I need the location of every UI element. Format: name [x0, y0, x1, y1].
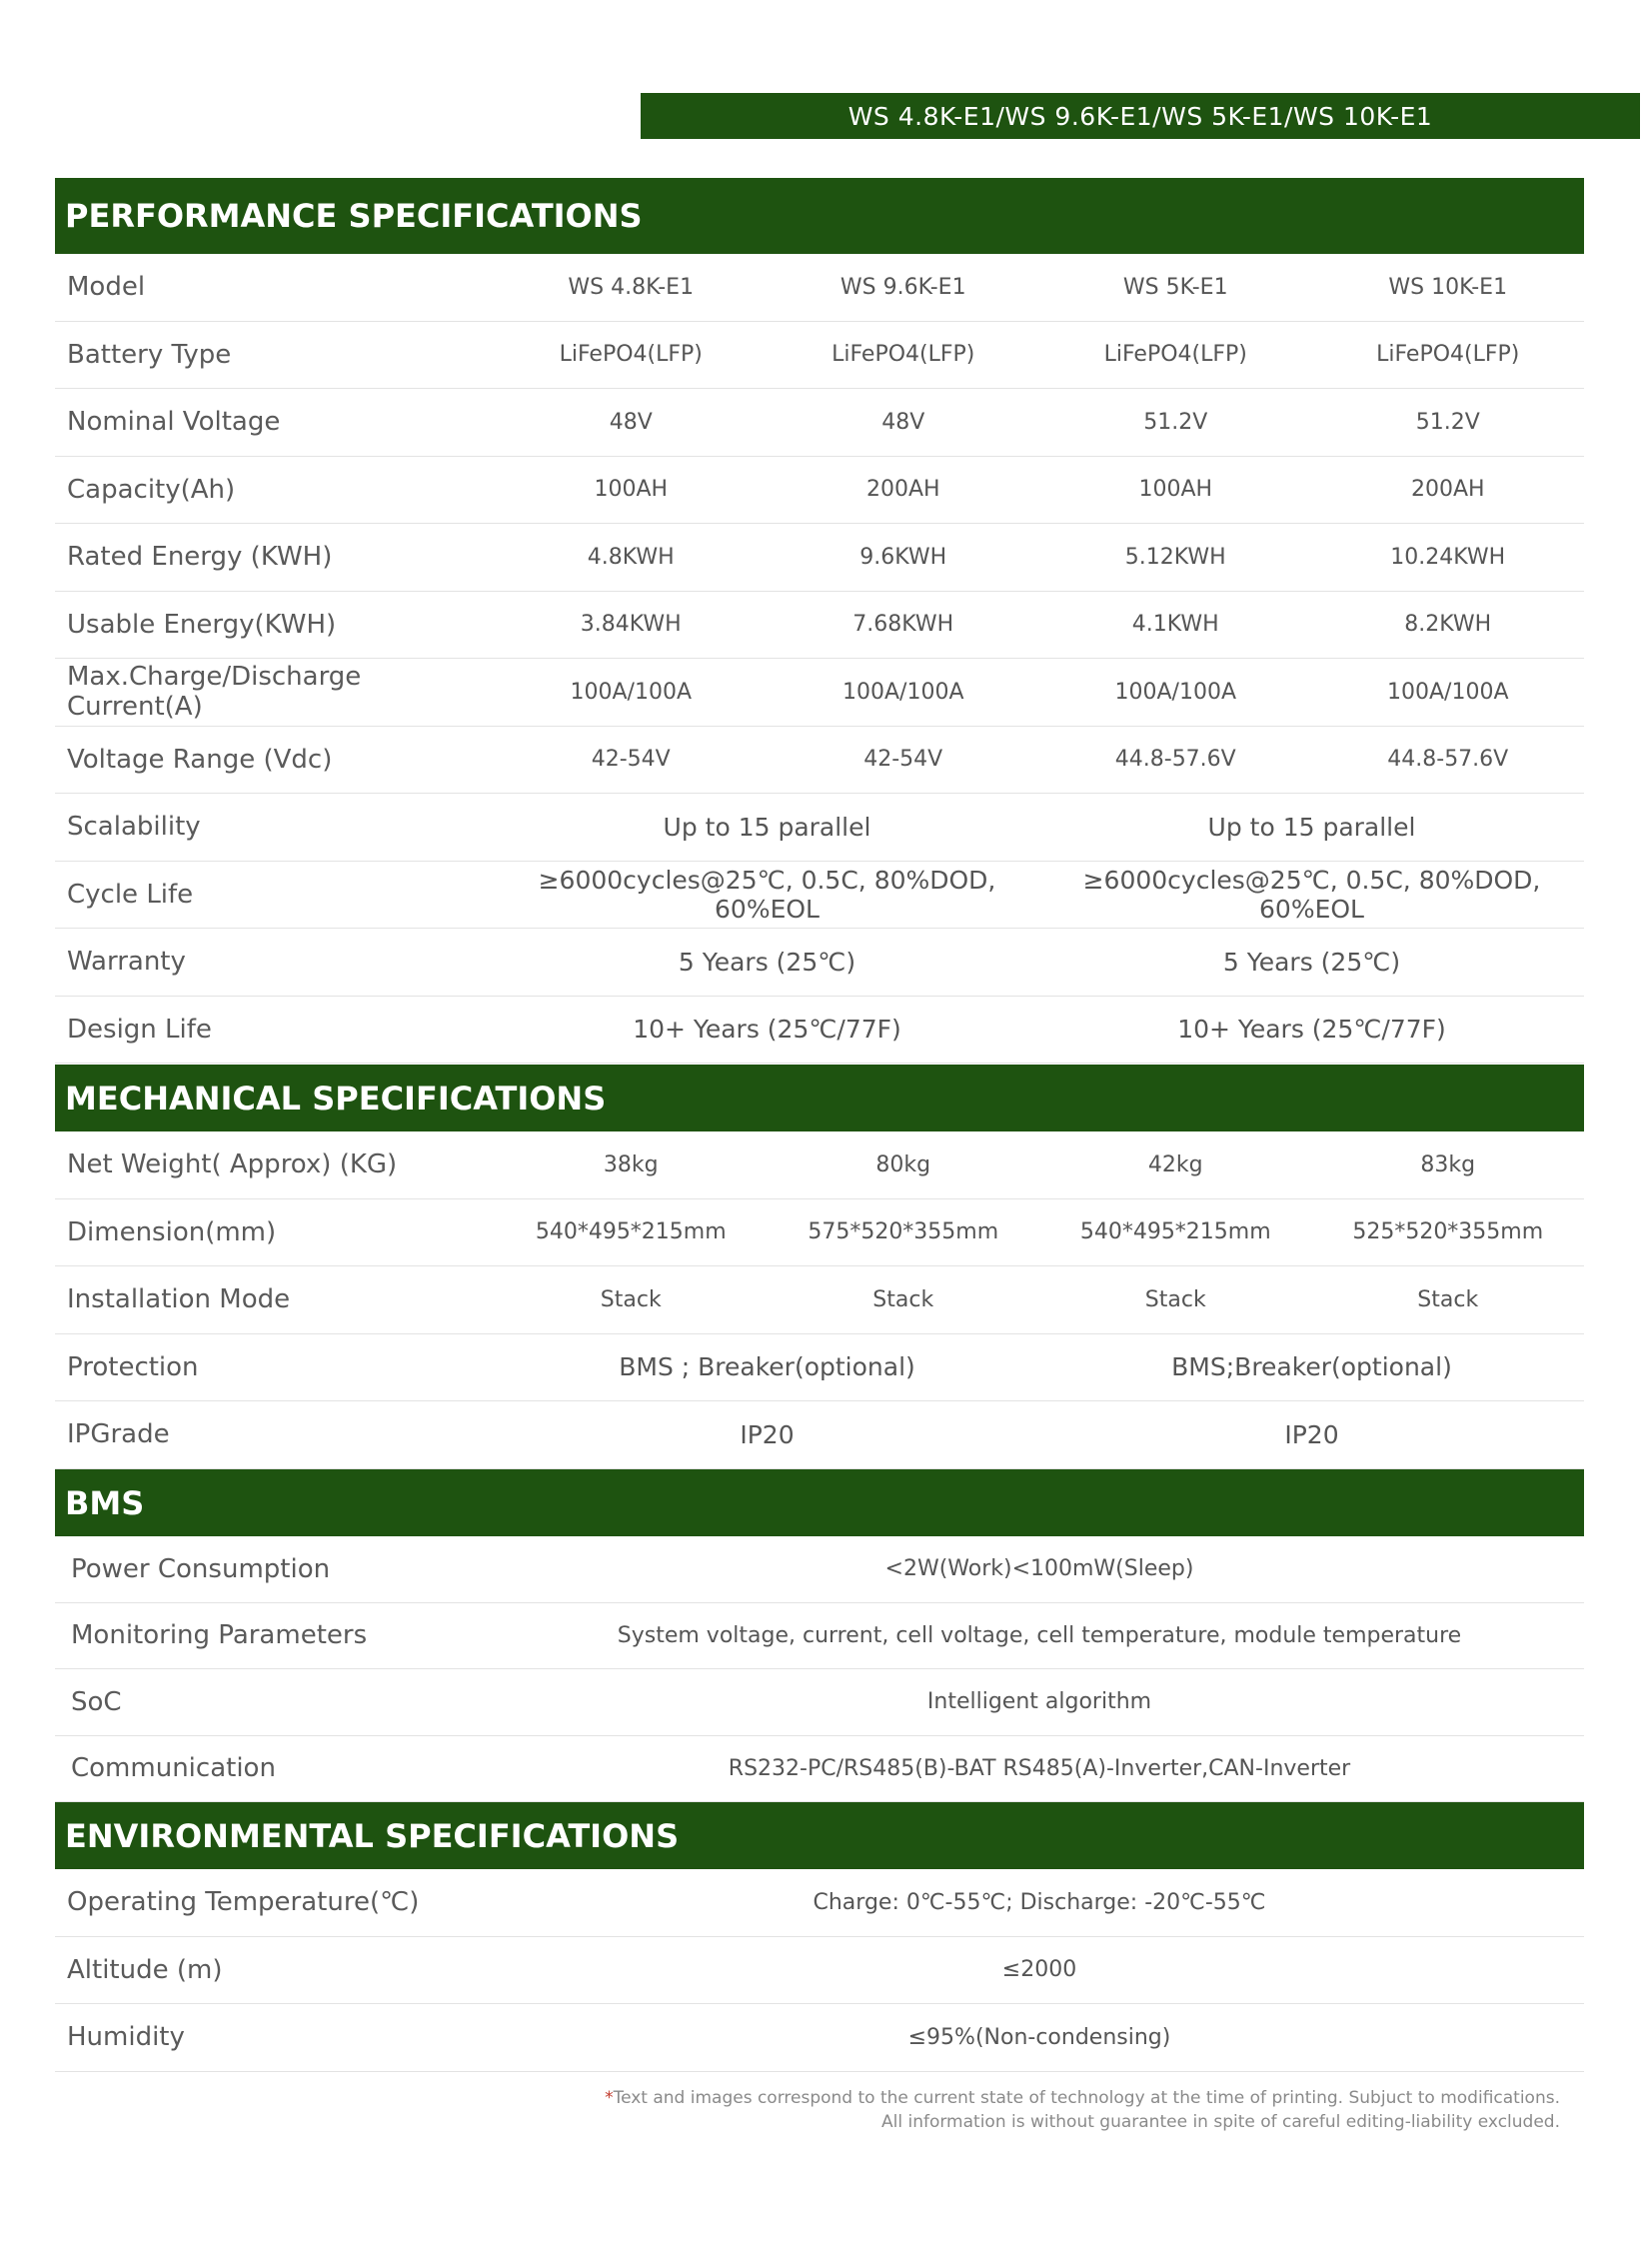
table-row: [55, 254, 1584, 322]
row-value: 10.24KWH: [1390, 544, 1506, 570]
footnote-line-1: Text and images correspond to the current state of technology at the time of printing. Subjuct to modifications.: [613, 2088, 1560, 2108]
table-row: [55, 389, 1584, 457]
row-value: 8.2KWH: [1404, 612, 1492, 638]
row-value: 3.84KWH: [580, 612, 682, 638]
row-value: 575*520*355mm: [808, 1219, 999, 1245]
table-row: [55, 997, 1584, 1065]
row-value: LiFePO4(LFP): [831, 342, 975, 368]
row-label: Altitude (m): [67, 1954, 223, 1985]
row-label: Humidity: [67, 2022, 185, 2053]
row-value: 9.6KWH: [859, 544, 947, 570]
row-value: Charge: 0℃-55℃; Discharge: -20℃-55℃: [813, 1889, 1266, 1915]
table-row: [55, 1937, 1584, 2005]
table-row: [55, 1131, 1584, 1199]
table-row: [55, 1536, 1584, 1603]
table-row: [55, 1401, 1584, 1469]
row-value: 100AH: [1138, 477, 1213, 503]
row-label: Warranty: [67, 947, 186, 978]
row-label: Design Life: [67, 1014, 212, 1045]
row-value: 100A/100A: [1114, 679, 1236, 705]
row-value: LiFePO4(LFP): [559, 342, 703, 368]
row-label: Max.Charge/Discharge Current(A): [67, 662, 362, 723]
row-value: 5 Years (25℃): [1222, 947, 1401, 977]
row-value: IP20: [740, 1419, 795, 1449]
row-value: 44.8-57.6V: [1387, 747, 1509, 773]
row-value: BMS;Breaker(optional): [1171, 1352, 1452, 1382]
row-value: 80kg: [875, 1151, 931, 1177]
row-value: 10+ Years (25℃/77F): [633, 1015, 901, 1045]
table-row: [55, 1869, 1584, 1937]
row-value: ≥6000cycles@25℃, 0.5C, 80%DOD, 60%EOL: [538, 865, 996, 924]
row-label: SoC: [71, 1686, 122, 1717]
row-value: 4.1KWH: [1131, 612, 1219, 638]
table-row: [55, 524, 1584, 592]
row-value: 200AH: [865, 477, 940, 503]
row-value: WS 10K-E1: [1388, 274, 1508, 300]
row-value: <2W(Work)<100mW(Sleep): [884, 1556, 1194, 1582]
mechanical-table: [55, 1131, 1584, 1469]
row-value: Up to 15 parallel: [663, 812, 871, 842]
table-row: [55, 727, 1584, 795]
row-label: Scalability: [67, 812, 201, 843]
table-row: [55, 1603, 1584, 1670]
row-value: LiFePO4(LFP): [1103, 342, 1247, 368]
row-value: Stack: [1417, 1286, 1479, 1312]
table-row: [55, 322, 1584, 390]
row-value: 100A/100A: [842, 679, 964, 705]
table-row: [55, 1736, 1584, 1803]
table-row: [55, 1266, 1584, 1334]
row-value: 42-54V: [591, 747, 671, 773]
row-label: Capacity(Ah): [67, 474, 236, 505]
table-row: [55, 794, 1584, 862]
row-value: ≤2000: [1001, 1957, 1077, 1983]
row-value: ≤95%(Non-condensing): [907, 2024, 1171, 2050]
table-row: [55, 929, 1584, 997]
table-row: [55, 592, 1584, 660]
table-row: [55, 1334, 1584, 1402]
row-value: BMS ; Breaker(optional): [619, 1352, 915, 1382]
bms-table: [55, 1536, 1584, 1802]
row-value: Stack: [1144, 1286, 1206, 1312]
row-value: 83kg: [1420, 1151, 1476, 1177]
row-label: Operating Temperature(℃): [67, 1887, 420, 1918]
row-value: ≥6000cycles@25℃, 0.5C, 80%DOD, 60%EOL: [1082, 865, 1541, 924]
row-value: 38kg: [603, 1151, 659, 1177]
row-value: 100AH: [594, 477, 669, 503]
row-value: 100A/100A: [570, 679, 692, 705]
row-value: 540*495*215mm: [1079, 1219, 1271, 1245]
row-value: 10+ Years (25℃/77F): [1177, 1015, 1446, 1045]
row-value: 4.8KWH: [587, 544, 675, 570]
environmental-title: ENVIRONMENTAL SPECIFICATIONS: [55, 1802, 1584, 1869]
table-row: [55, 457, 1584, 525]
row-label: Monitoring Parameters: [71, 1620, 368, 1651]
row-value: WS 9.6K-E1: [839, 274, 966, 300]
row-value: 48V: [609, 409, 653, 435]
row-label: Power Consumption: [71, 1553, 331, 1584]
row-label: Usable Energy(KWH): [67, 609, 337, 640]
row-value: 5 Years (25℃): [678, 947, 856, 977]
row-value: 44.8-57.6V: [1114, 747, 1236, 773]
row-label: Rated Energy (KWH): [67, 542, 333, 573]
row-value: IP20: [1284, 1419, 1339, 1449]
row-value: 7.68KWH: [852, 612, 954, 638]
row-label: Nominal Voltage: [67, 407, 281, 438]
row-value: 525*520*355mm: [1352, 1219, 1544, 1245]
environmental-table: [55, 1869, 1584, 2072]
row-value: 540*495*215mm: [535, 1219, 727, 1245]
row-value: Intelligent algorithm: [926, 1689, 1152, 1715]
footnote-marker: *: [605, 2088, 614, 2108]
row-label: Model: [67, 272, 146, 303]
footnote-line-2: All information is without guarantee in spite of careful editing-liability excluded.: [881, 2112, 1560, 2132]
row-value: WS 5K-E1: [1122, 274, 1228, 300]
mechanical-title: MECHANICAL SPECIFICATIONS: [55, 1065, 1584, 1131]
row-value: 200AH: [1410, 477, 1485, 503]
row-label: Net Weight( Approx) (KG): [67, 1149, 398, 1180]
table-row: [55, 659, 1584, 727]
bms-section: [55, 1469, 1584, 1802]
table-row: [55, 2004, 1584, 2072]
row-value: 42kg: [1147, 1151, 1203, 1177]
row-label: Dimension(mm): [67, 1216, 277, 1247]
row-label: Battery Type: [67, 339, 232, 370]
table-row: [55, 1669, 1584, 1736]
row-value: 42-54V: [863, 747, 943, 773]
environmental-section: [55, 1802, 1584, 2072]
row-label: Communication: [71, 1753, 276, 1784]
row-value: 100A/100A: [1387, 679, 1509, 705]
row-value: 51.2V: [1415, 409, 1480, 435]
performance-table: [55, 254, 1584, 1064]
performance-title: PERFORMANCE SPECIFICATIONS: [55, 178, 1584, 254]
row-value: System voltage, current, cell voltage, cell temperature, module temperature: [617, 1622, 1462, 1648]
table-row: [55, 862, 1584, 930]
row-value: LiFePO4(LFP): [1376, 342, 1520, 368]
bms-title: BMS: [55, 1469, 1584, 1536]
row-label: Protection: [67, 1351, 199, 1382]
model-banner: WS 4.8K-E1/WS 9.6K-E1/WS 5K-E1/WS 10K-E1: [641, 93, 1640, 139]
row-value: 48V: [881, 409, 925, 435]
row-value: 51.2V: [1143, 409, 1208, 435]
row-value: RS232-PC/RS485(B)-BAT RS485(A)-Inverter,CAN-Inverter: [728, 1755, 1351, 1781]
row-value: Stack: [600, 1286, 662, 1312]
row-label: Voltage Range (Vdc): [67, 744, 333, 775]
row-value: WS 4.8K-E1: [568, 274, 695, 300]
row-label: Cycle Life: [67, 879, 194, 910]
row-label: Installation Mode: [67, 1284, 291, 1315]
performance-section: [55, 178, 1584, 1064]
footnote: [605, 2086, 1560, 2134]
row-label: IPGrade: [67, 1419, 170, 1450]
row-value: Stack: [872, 1286, 934, 1312]
row-value: Up to 15 parallel: [1207, 812, 1416, 842]
row-value: 5.12KWH: [1124, 544, 1226, 570]
mechanical-section: [55, 1065, 1584, 1469]
table-row: [55, 1199, 1584, 1267]
